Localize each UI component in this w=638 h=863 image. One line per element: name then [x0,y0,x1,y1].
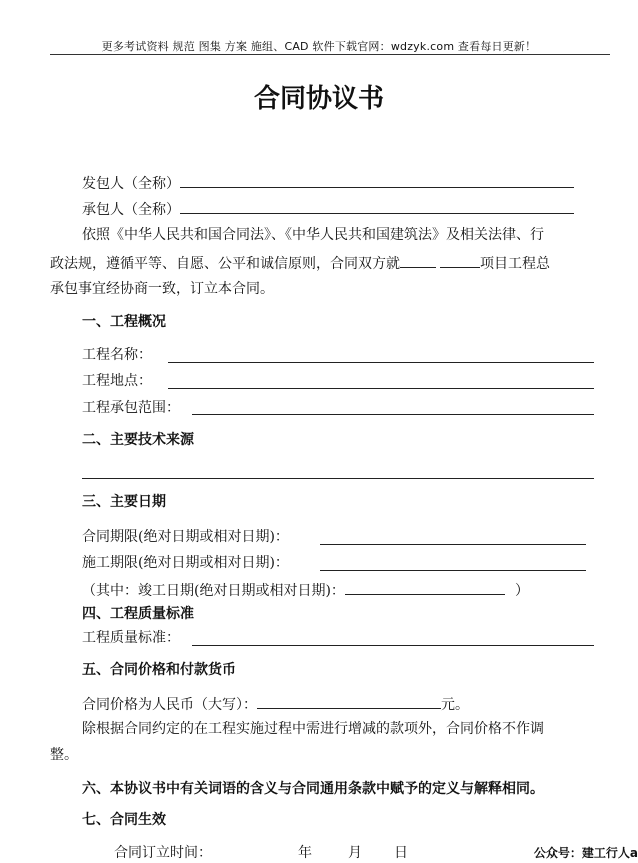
contract-price-blank[interactable] [257,693,441,709]
construction-period-label: 施工期限(绝对日期或相对日期)： [82,555,289,571]
signing-day-label: 日 [394,845,408,861]
project-name-blank-a[interactable] [400,252,436,268]
contractor-row [82,198,574,220]
construction-period-blank[interactable] [320,570,586,571]
tech-source-blank[interactable] [82,478,594,479]
section-5-heading: 五、合同价格和付款货币 [82,662,236,678]
section-4-heading: 四、工程质量标准 [82,606,194,622]
price-note-line-1: 除根据合同约定的在工程实施过程中需进行增减的款项外，合同价格不作调 [82,721,544,737]
price-note-line-2: 整。 [50,747,78,763]
project-scope-blank[interactable] [192,414,594,415]
header-divider [50,54,610,55]
employer-blank[interactable] [180,172,574,188]
employer-row [82,172,574,194]
quality-standard-label: 工程质量标准： [82,630,180,646]
section-1-heading: 一、工程概况 [82,314,166,330]
intro-line-3: 承包事宜经协商一致，订立本合同。 [50,281,274,297]
page-title: 合同协议书 [253,84,384,114]
contract-price-label: 合同价格为人民币（大写）： [82,697,257,713]
project-name-blank-b[interactable] [440,252,480,268]
employer-label: 发包人（全称） [82,176,180,192]
footer-watermark: 公众号：建工行人a [533,846,638,860]
intro-line-1: 依照《中华人民共和国合同法》、《中华人民共和国建筑法》及相关法律、行 [82,227,544,243]
intro-line-2a: 政法规，遵循平等、自愿、公平和诚信原则，合同双方就 [50,256,400,272]
completion-date-row [82,579,529,601]
contract-price-unit: 元。 [441,697,469,713]
quality-standard-blank[interactable] [192,645,594,646]
project-name-blank[interactable] [168,362,594,363]
project-location-label: 工程地点： [82,373,152,389]
project-scope-label: 工程承包范围： [82,400,180,416]
section-3-heading: 三、主要日期 [82,494,166,510]
project-name-label: 工程名称： [82,347,152,363]
header-banner: 更多考试资料 规范 图集 方案 施组、CAD 软件下载官网：wdzyk.com 查看每日更新！ [101,40,537,53]
section-2-heading: 二、主要技术来源 [82,432,194,448]
contract-period-blank[interactable] [320,544,586,545]
completion-date-blank[interactable] [345,579,505,595]
project-location-blank[interactable] [168,388,594,389]
signing-date-label: 合同订立时间： [114,845,212,861]
contract-price-row [82,693,469,715]
contractor-blank[interactable] [180,198,574,214]
section-6-heading: 六、本协议书中有关词语的含义与合同通用条款中赋予的定义与解释相同。 [82,781,544,797]
signing-month-label: 月 [348,845,362,861]
signing-year-label: 年 [298,845,312,861]
completion-date-close: ） [514,583,529,599]
intro-line-2 [50,252,550,274]
contract-period-label: 合同期限(绝对日期或相对日期)： [82,529,289,545]
section-7-heading: 七、合同生效 [82,812,166,828]
contractor-label: 承包人（全称） [82,202,180,218]
intro-line-2b: 项目工程总 [480,256,550,272]
completion-date-label: （其中：竣工日期(绝对日期或相对日期)： [82,583,345,599]
